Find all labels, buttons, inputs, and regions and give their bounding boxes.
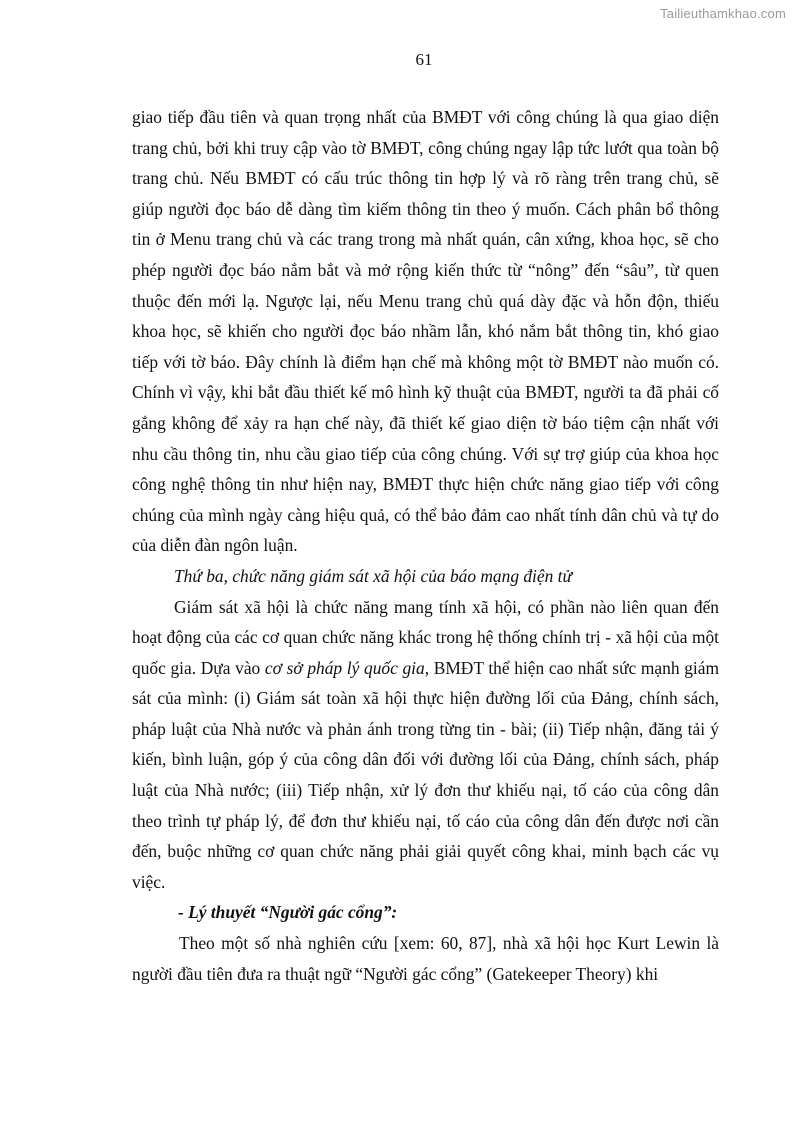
paragraph-supervision-text-after: , BMĐT thể hiện cao nhất sức mạnh giám sát của mình: (i) Giám sát toàn xã hội thực hiện đường lối của Đảng, chính sách, pháp luật của Nhà nước và phản ánh trong từng tin - bài; (ii) Tiếp nhận, đăng tải ý kiến, bình luận, góp ý của công dân đối với đường lối của Đảng, chính sách, pháp luật của Nhà nước; (iii) Tiếp nhận, xử lý đơn thư khiếu nại, tố cáo của công dân theo trình tự pháp lý, để đơn thư khiếu nại, tố cáo của công dân đến được nơi cần đến, buộc những cơ quan chức năng phải giải quyết công khai, minh bạch các vụ việc. bbox=[132, 657, 719, 892]
paragraph-supervision-text-before: Giám sát xã hội là chức năng mang tính xã hội, có phần nào liên quan đến hoạt động của các cơ quan chức năng khác trong hệ thống chính trị - xã hội của một quốc gia. Dựa vào bbox=[132, 596, 719, 678]
watermark-text: Tailieuthamkhao.com bbox=[660, 6, 786, 21]
paragraph-supervision bbox=[132, 592, 719, 898]
theory-heading: - Lý thuyết “Người gác cổng”: bbox=[178, 902, 398, 923]
page-number: 61 bbox=[415, 50, 433, 69]
paragraph-interface: giao tiếp đầu tiên và quan trọng nhất của BMĐT với công chúng là qua giao diện trang chủ, bởi khi truy cập vào tờ BMĐT, công chúng ngay lập tức lướt qua toàn bộ trang chủ. Nếu BMĐT có cấu trúc thông tin hợp lý và rõ ràng trên trang chủ, sẽ giúp người đọc báo dễ dàng tìm kiếm thông tin theo ý muốn. Cách phân bổ thông tin ở Menu trang chủ và các trang trong mà nhất quán, cân xứng, khoa học, sẽ cho phép người đọc báo nắm bắt và mở rộng kiến thức từ “nông” đến “sâu”, từ quen thuộc đến mới lạ. Ngược lại, nếu Menu trang chủ quá dày đặc và hỗn độn, thiếu khoa học, sẽ khiến cho người đọc báo nhầm lẫn, khó nắm bắt thông tin, khó giao tiếp với tờ báo. Đây chính là điểm hạn chế mà không một tờ BMĐT nào muốn có. Chính vì vậy, khi bắt đầu thiết kế mô hình kỹ thuật của BMĐT, người ta đã phải cố gắng không để xảy ra hạn chế này, đã thiết kế giao diện tờ báo tiệm cận nhất với nhu cầu thông tin, nhu cầu giao tiếp của công chúng. Với sự trợ giúp của khoa học công nghệ thông tin như hiện nay, BMĐT thực hiện chức năng giao tiếp với công chúng của mình ngày càng hiệu quả, có thể bảo đảm cao nhất tính dân chủ và tự do của diễn đàn ngôn luận. bbox=[132, 107, 719, 556]
document-body bbox=[132, 102, 719, 989]
paragraph-gatekeeper: Theo một số nhà nghiên cứu [xem: 60, 87], nhà xã hội học Kurt Lewin là người đầu tiên đưa ra thuật ngữ “Người gác cổng” (Gatekeeper Theory) khi bbox=[132, 933, 719, 984]
section-heading-supervision: Thứ ba, chức năng giám sát xã hội của báo mạng điện tử bbox=[174, 565, 572, 586]
paragraph-supervision-emphasis: cơ sở pháp lý quốc gia bbox=[264, 657, 425, 678]
